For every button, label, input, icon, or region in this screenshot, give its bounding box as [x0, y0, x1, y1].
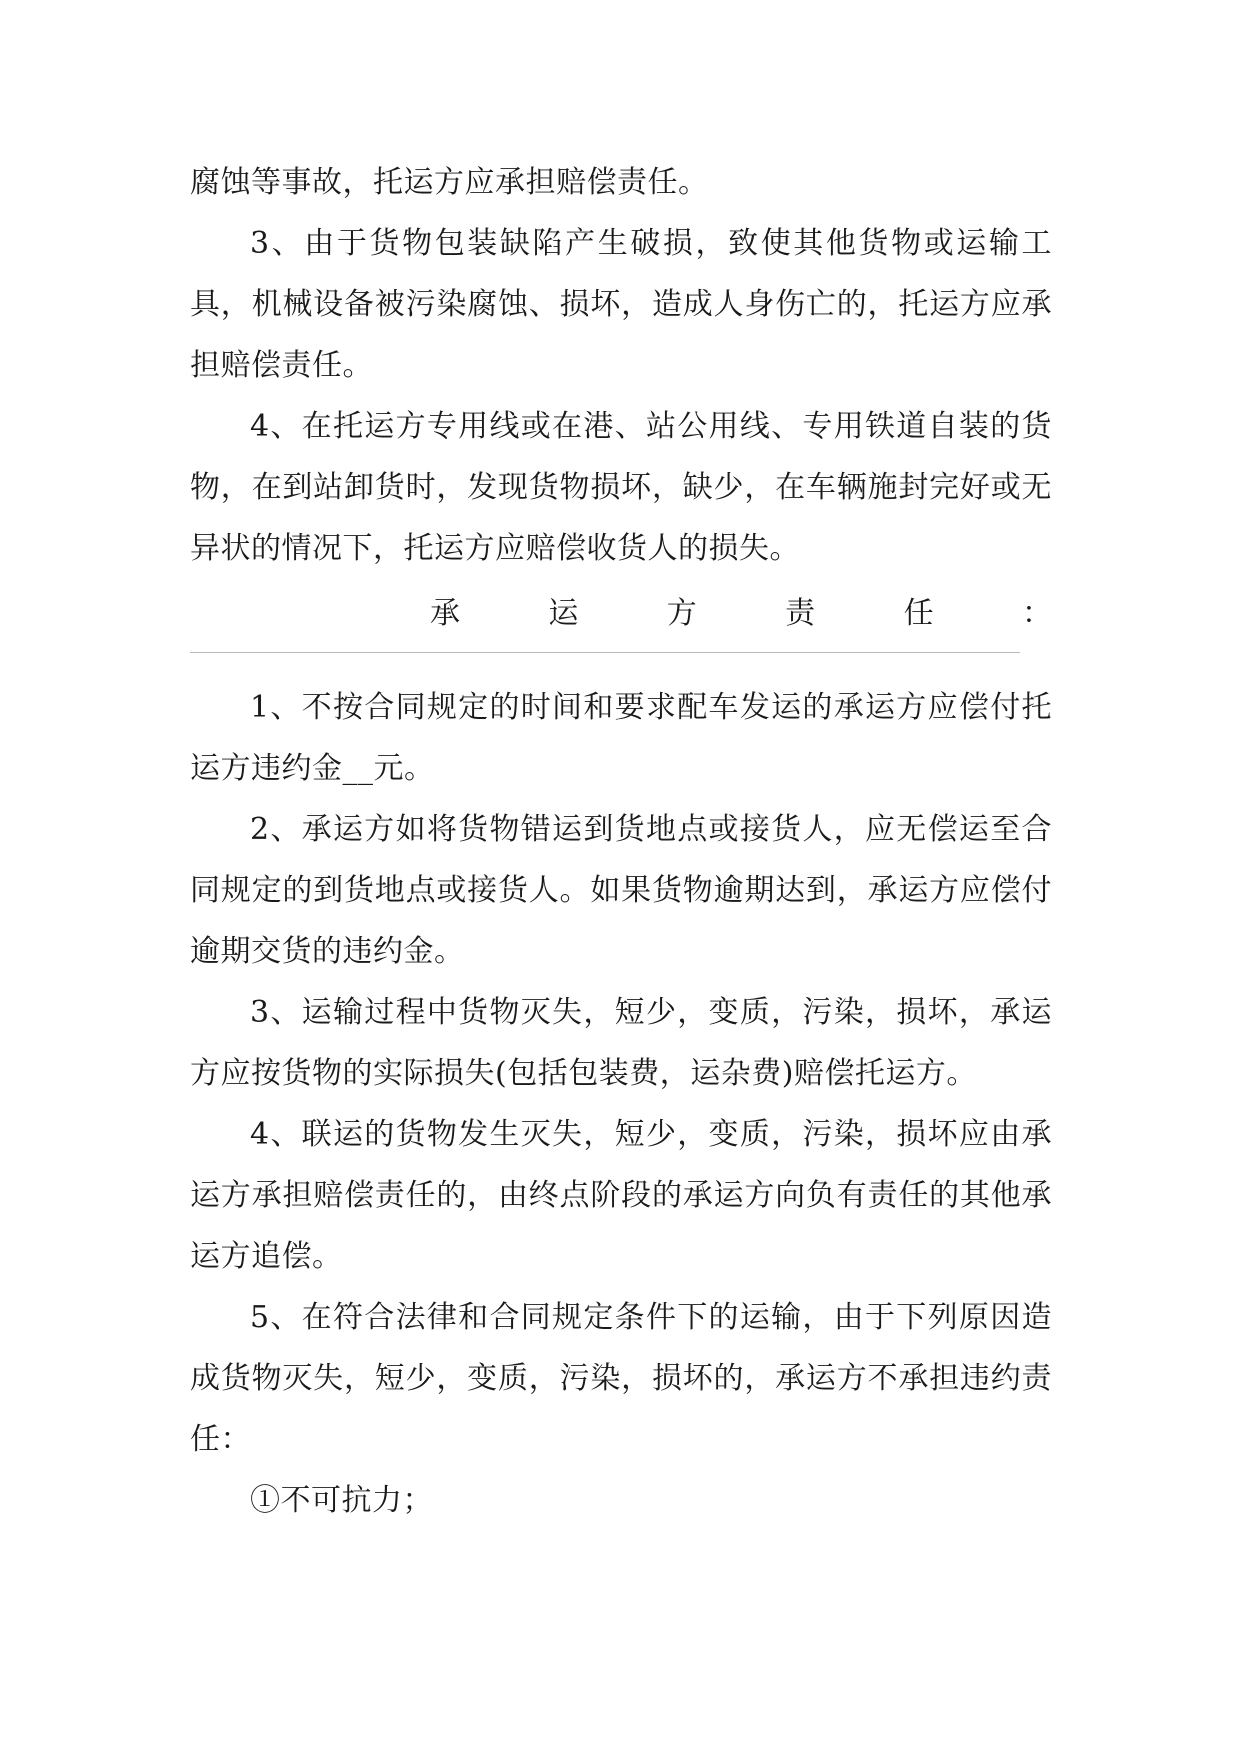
paragraph-shipper-item-3: 3、由于货物包装缺陷产生破损，致使其他货物或运输工具，机械设备被污染腐蚀、损坏，造成人身伤亡的，托运方应承担赔偿责任。 [190, 226, 1052, 383]
paragraph-carrier-item-2: 2、承运方如将货物错运到货地点或接货人，应无偿运至合同规定的到货地点或接货人。如果货物逾期达到，承运方应偿付逾期交货的违约金。 [190, 812, 1052, 969]
paragraph-carrier-item-3: 3、运输过程中货物灭失，短少，变质，污染，损坏，承运方应按货物的实际损失(包括包装费，运杂费)赔偿托运方。 [190, 995, 1052, 1091]
paragraph-continuation: 腐蚀等事故，托运方应承担赔偿责任。 [190, 165, 709, 200]
heading-char: ： [1021, 595, 1052, 631]
document-body [190, 152, 1052, 1531]
paragraph-shipper-item-4: 4、在托运方专用线或在港、站公用线、专用铁道自装的货物，在到站卸货时，发现货物损坏，缺少，在车辆施封完好或无异状的情况下，托运方应赔偿收货人的损失。 [190, 409, 1052, 566]
paragraph-carrier-item-5: 5、在符合法律和合同规定条件下的运输，由于下列原因造成货物灭失，短少，变质，污染，损坏的，承运方不承担违约责任： [190, 1300, 1052, 1457]
section-heading-carrier-liability [190, 579, 1052, 640]
horizontal-divider [190, 652, 1020, 653]
heading-char: 方 [666, 595, 697, 631]
heading-char: 责 [785, 595, 816, 631]
paragraph-carrier-item-4: 4、联运的货物发生灭失，短少，变质，污染，损坏应由承运方承担赔偿责任的，由终点阶段的承运方向负有责任的其他承运方追偿。 [190, 1117, 1052, 1274]
heading-char: 承 [430, 595, 460, 631]
heading-char: 任 [903, 595, 934, 631]
paragraph-sub-item-1: ①不可抗力； [250, 1483, 433, 1518]
paragraph-carrier-item-1: 1、不按合同规定的时间和要求配车发运的承运方应偿付托运方违约金__元。 [190, 690, 1052, 786]
heading-char: 运 [548, 595, 579, 631]
